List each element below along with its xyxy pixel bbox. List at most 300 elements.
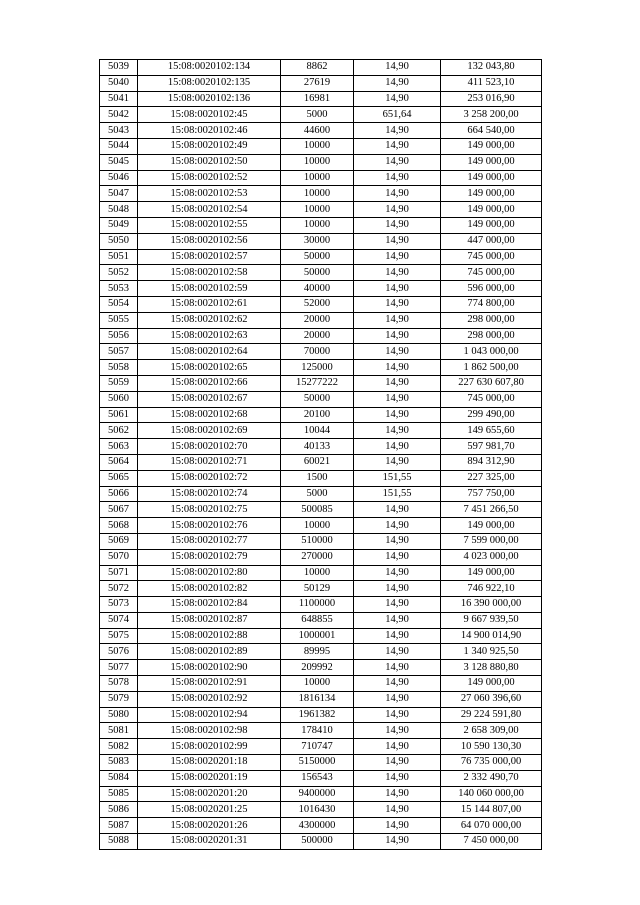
rate-cell: 14,90 <box>354 597 441 613</box>
table-row <box>100 786 542 802</box>
table-row <box>100 138 542 154</box>
value-cell: 745 000,00 <box>441 249 542 265</box>
cadastral-number-cell: 15:08:0020102:75 <box>138 502 281 518</box>
rate-cell: 14,90 <box>354 628 441 644</box>
cadastral-number-cell: 15:08:0020201:20 <box>138 786 281 802</box>
value-cell: 1 043 000,00 <box>441 344 542 360</box>
table-row <box>100 533 542 549</box>
table-row <box>100 123 542 139</box>
cadastral-number-cell: 15:08:0020102:45 <box>138 107 281 123</box>
area-cell: 30000 <box>281 233 354 249</box>
cadastral-number-cell: 15:08:0020201:25 <box>138 802 281 818</box>
table-row <box>100 581 542 597</box>
cadastral-number-cell: 15:08:0020102:94 <box>138 707 281 723</box>
value-cell: 1 862 500,00 <box>441 360 542 376</box>
area-cell: 710747 <box>281 739 354 755</box>
value-cell: 2 332 490,70 <box>441 770 542 786</box>
value-cell: 4 023 000,00 <box>441 549 542 565</box>
rate-cell: 14,90 <box>354 154 441 170</box>
value-cell: 76 735 000,00 <box>441 755 542 771</box>
area-cell: 20000 <box>281 312 354 328</box>
rate-cell: 14,90 <box>354 281 441 297</box>
table-row <box>100 486 542 502</box>
cadastral-number-cell: 15:08:0020102:76 <box>138 518 281 534</box>
area-cell: 10000 <box>281 565 354 581</box>
rate-cell: 14,90 <box>354 328 441 344</box>
table-row <box>100 344 542 360</box>
table-row <box>100 60 542 76</box>
row-number-cell: 5045 <box>100 154 138 170</box>
table-row <box>100 233 542 249</box>
rate-cell: 14,90 <box>354 581 441 597</box>
row-number-cell: 5065 <box>100 470 138 486</box>
row-number-cell: 5069 <box>100 533 138 549</box>
table-row <box>100 296 542 312</box>
area-cell: 1816134 <box>281 691 354 707</box>
table-row <box>100 707 542 723</box>
rate-cell: 14,90 <box>354 707 441 723</box>
cadastral-number-cell: 15:08:0020102:98 <box>138 723 281 739</box>
value-cell: 149 000,00 <box>441 676 542 692</box>
area-cell: 648855 <box>281 612 354 628</box>
row-number-cell: 5087 <box>100 818 138 834</box>
cadastral-number-cell: 15:08:0020102:53 <box>138 186 281 202</box>
row-number-cell: 5058 <box>100 360 138 376</box>
value-cell: 774 800,00 <box>441 296 542 312</box>
value-cell: 16 390 000,00 <box>441 597 542 613</box>
area-cell: 1961382 <box>281 707 354 723</box>
value-cell: 149 000,00 <box>441 202 542 218</box>
rate-cell: 14,90 <box>354 91 441 107</box>
cadastral-number-cell: 15:08:0020102:55 <box>138 217 281 233</box>
rate-cell: 14,90 <box>354 723 441 739</box>
cadastral-number-cell: 15:08:0020102:49 <box>138 138 281 154</box>
rate-cell: 14,90 <box>354 375 441 391</box>
cadastral-number-cell: 15:08:0020201:26 <box>138 818 281 834</box>
cadastral-number-cell: 15:08:0020102:82 <box>138 581 281 597</box>
area-cell: 40133 <box>281 439 354 455</box>
rate-cell: 14,90 <box>354 660 441 676</box>
table-row <box>100 660 542 676</box>
table-row <box>100 818 542 834</box>
row-number-cell: 5048 <box>100 202 138 218</box>
row-number-cell: 5040 <box>100 75 138 91</box>
area-cell: 1500 <box>281 470 354 486</box>
value-cell: 2 658 309,00 <box>441 723 542 739</box>
rate-cell: 14,90 <box>354 533 441 549</box>
cadastral-number-cell: 15:08:0020102:88 <box>138 628 281 644</box>
row-number-cell: 5071 <box>100 565 138 581</box>
cadastral-number-cell: 15:08:0020102:46 <box>138 123 281 139</box>
value-cell: 664 540,00 <box>441 123 542 139</box>
value-cell: 227 630 607,80 <box>441 375 542 391</box>
value-cell: 149 000,00 <box>441 186 542 202</box>
area-cell: 15277222 <box>281 375 354 391</box>
area-cell: 500085 <box>281 502 354 518</box>
value-cell: 894 312,90 <box>441 454 542 470</box>
rate-cell: 14,90 <box>354 265 441 281</box>
rate-cell: 14,90 <box>354 312 441 328</box>
table-row <box>100 312 542 328</box>
table-row <box>100 217 542 233</box>
area-cell: 50000 <box>281 265 354 281</box>
row-number-cell: 5064 <box>100 454 138 470</box>
area-cell: 52000 <box>281 296 354 312</box>
table-row <box>100 75 542 91</box>
area-cell: 70000 <box>281 344 354 360</box>
rate-cell: 14,90 <box>354 170 441 186</box>
table-row <box>100 612 542 628</box>
rate-cell: 14,90 <box>354 818 441 834</box>
cadastral-number-cell: 15:08:0020102:68 <box>138 407 281 423</box>
cadastral-number-cell: 15:08:0020102:65 <box>138 360 281 376</box>
rate-cell: 14,90 <box>354 186 441 202</box>
table-row <box>100 676 542 692</box>
area-cell: 10044 <box>281 423 354 439</box>
row-number-cell: 5042 <box>100 107 138 123</box>
value-cell: 149 000,00 <box>441 217 542 233</box>
row-number-cell: 5041 <box>100 91 138 107</box>
cadastral-number-cell: 15:08:0020102:54 <box>138 202 281 218</box>
rate-cell: 14,90 <box>354 770 441 786</box>
area-cell: 10000 <box>281 676 354 692</box>
rate-cell: 651,64 <box>354 107 441 123</box>
value-cell: 15 144 807,00 <box>441 802 542 818</box>
rate-cell: 14,90 <box>354 786 441 802</box>
row-number-cell: 5046 <box>100 170 138 186</box>
value-cell: 746 922,10 <box>441 581 542 597</box>
value-cell: 14 900 014,90 <box>441 628 542 644</box>
value-cell: 132 043,80 <box>441 60 542 76</box>
table-row <box>100 360 542 376</box>
cadastral-number-cell: 15:08:0020102:99 <box>138 739 281 755</box>
row-number-cell: 5082 <box>100 739 138 755</box>
table-row <box>100 802 542 818</box>
value-cell: 757 750,00 <box>441 486 542 502</box>
table-row <box>100 249 542 265</box>
row-number-cell: 5056 <box>100 328 138 344</box>
row-number-cell: 5086 <box>100 802 138 818</box>
area-cell: 60021 <box>281 454 354 470</box>
cadastral-number-cell: 15:08:0020102:80 <box>138 565 281 581</box>
row-number-cell: 5083 <box>100 755 138 771</box>
row-number-cell: 5053 <box>100 281 138 297</box>
value-cell: 149 000,00 <box>441 518 542 534</box>
value-cell: 149 000,00 <box>441 154 542 170</box>
row-number-cell: 5081 <box>100 723 138 739</box>
value-cell: 1 340 925,50 <box>441 644 542 660</box>
area-cell: 10000 <box>281 138 354 154</box>
rate-cell: 14,90 <box>354 233 441 249</box>
table-row <box>100 755 542 771</box>
area-cell: 16981 <box>281 91 354 107</box>
area-cell: 40000 <box>281 281 354 297</box>
value-cell: 411 523,10 <box>441 75 542 91</box>
area-cell: 44600 <box>281 123 354 139</box>
table-row <box>100 202 542 218</box>
cadastral-number-cell: 15:08:0020102:136 <box>138 91 281 107</box>
rate-cell: 151,55 <box>354 486 441 502</box>
cadastral-number-cell: 15:08:0020102:66 <box>138 375 281 391</box>
area-cell: 1100000 <box>281 597 354 613</box>
table-row <box>100 328 542 344</box>
area-cell: 10000 <box>281 170 354 186</box>
cadastral-number-cell: 15:08:0020102:135 <box>138 75 281 91</box>
value-cell: 3 258 200,00 <box>441 107 542 123</box>
row-number-cell: 5076 <box>100 644 138 660</box>
table-row <box>100 154 542 170</box>
rate-cell: 14,90 <box>354 739 441 755</box>
area-cell: 125000 <box>281 360 354 376</box>
row-number-cell: 5061 <box>100 407 138 423</box>
area-cell: 20000 <box>281 328 354 344</box>
value-cell: 149 000,00 <box>441 565 542 581</box>
cadastral-number-cell: 15:08:0020102:58 <box>138 265 281 281</box>
table-row <box>100 170 542 186</box>
table-row <box>100 565 542 581</box>
value-cell: 149 655,60 <box>441 423 542 439</box>
cadastral-number-cell: 15:08:0020102:67 <box>138 391 281 407</box>
rate-cell: 14,90 <box>354 249 441 265</box>
area-cell: 10000 <box>281 202 354 218</box>
cadastral-number-cell: 15:08:0020102:62 <box>138 312 281 328</box>
table-row <box>100 107 542 123</box>
table-row <box>100 470 542 486</box>
cadastral-number-cell: 15:08:0020102:71 <box>138 454 281 470</box>
table-row <box>100 439 542 455</box>
area-cell: 50000 <box>281 391 354 407</box>
rate-cell: 14,90 <box>354 518 441 534</box>
value-cell: 298 000,00 <box>441 328 542 344</box>
value-cell: 27 060 396,60 <box>441 691 542 707</box>
row-number-cell: 5062 <box>100 423 138 439</box>
rate-cell: 14,90 <box>354 502 441 518</box>
cadastral-number-cell: 15:08:0020102:72 <box>138 470 281 486</box>
cadastral-number-cell: 15:08:0020102:90 <box>138 660 281 676</box>
area-cell: 10000 <box>281 518 354 534</box>
row-number-cell: 5049 <box>100 217 138 233</box>
rate-cell: 14,90 <box>354 344 441 360</box>
value-cell: 7 599 000,00 <box>441 533 542 549</box>
table-row <box>100 375 542 391</box>
area-cell: 209992 <box>281 660 354 676</box>
value-cell: 3 128 880,80 <box>441 660 542 676</box>
area-cell: 1016430 <box>281 802 354 818</box>
rate-cell: 14,90 <box>354 549 441 565</box>
row-number-cell: 5050 <box>100 233 138 249</box>
rate-cell: 14,90 <box>354 454 441 470</box>
cadastral-number-cell: 15:08:0020102:50 <box>138 154 281 170</box>
table-row <box>100 597 542 613</box>
rate-cell: 14,90 <box>354 123 441 139</box>
rate-cell: 14,90 <box>354 138 441 154</box>
row-number-cell: 5088 <box>100 834 138 850</box>
row-number-cell: 5073 <box>100 597 138 613</box>
row-number-cell: 5080 <box>100 707 138 723</box>
table-row <box>100 281 542 297</box>
row-number-cell: 5047 <box>100 186 138 202</box>
table-row <box>100 91 542 107</box>
value-cell: 447 000,00 <box>441 233 542 249</box>
row-number-cell: 5072 <box>100 581 138 597</box>
cadastral-value-table <box>99 59 542 850</box>
area-cell: 8862 <box>281 60 354 76</box>
rate-cell: 14,90 <box>354 439 441 455</box>
rate-cell: 14,90 <box>354 60 441 76</box>
value-cell: 10 590 130,30 <box>441 739 542 755</box>
rate-cell: 14,90 <box>354 834 441 850</box>
rate-cell: 14,90 <box>354 360 441 376</box>
row-number-cell: 5078 <box>100 676 138 692</box>
table-row <box>100 691 542 707</box>
area-cell: 50000 <box>281 249 354 265</box>
cadastral-number-cell: 15:08:0020102:77 <box>138 533 281 549</box>
row-number-cell: 5066 <box>100 486 138 502</box>
area-cell: 27619 <box>281 75 354 91</box>
area-cell: 5000 <box>281 107 354 123</box>
cadastral-number-cell: 15:08:0020102:59 <box>138 281 281 297</box>
value-cell: 253 016,90 <box>441 91 542 107</box>
row-number-cell: 5084 <box>100 770 138 786</box>
cadastral-number-cell: 15:08:0020102:64 <box>138 344 281 360</box>
row-number-cell: 5085 <box>100 786 138 802</box>
cadastral-number-cell: 15:08:0020102:79 <box>138 549 281 565</box>
area-cell: 89995 <box>281 644 354 660</box>
row-number-cell: 5054 <box>100 296 138 312</box>
rate-cell: 14,90 <box>354 565 441 581</box>
cadastral-number-cell: 15:08:0020102:69 <box>138 423 281 439</box>
table-row <box>100 518 542 534</box>
row-number-cell: 5043 <box>100 123 138 139</box>
area-cell: 156543 <box>281 770 354 786</box>
cadastral-number-cell: 15:08:0020102:84 <box>138 597 281 613</box>
rate-cell: 14,90 <box>354 691 441 707</box>
row-number-cell: 5070 <box>100 549 138 565</box>
row-number-cell: 5075 <box>100 628 138 644</box>
cadastral-number-cell: 15:08:0020102:52 <box>138 170 281 186</box>
row-number-cell: 5039 <box>100 60 138 76</box>
value-cell: 298 000,00 <box>441 312 542 328</box>
table-row <box>100 502 542 518</box>
value-cell: 7 451 266,50 <box>441 502 542 518</box>
cadastral-number-cell: 15:08:0020102:92 <box>138 691 281 707</box>
cadastral-number-cell: 15:08:0020102:70 <box>138 439 281 455</box>
value-cell: 299 490,00 <box>441 407 542 423</box>
row-number-cell: 5051 <box>100 249 138 265</box>
row-number-cell: 5067 <box>100 502 138 518</box>
area-cell: 178410 <box>281 723 354 739</box>
value-cell: 596 000,00 <box>441 281 542 297</box>
rate-cell: 14,90 <box>354 676 441 692</box>
rate-cell: 14,90 <box>354 407 441 423</box>
area-cell: 10000 <box>281 186 354 202</box>
area-cell: 5150000 <box>281 755 354 771</box>
rate-cell: 14,90 <box>354 296 441 312</box>
rate-cell: 151,55 <box>354 470 441 486</box>
row-number-cell: 5055 <box>100 312 138 328</box>
value-cell: 597 981,70 <box>441 439 542 455</box>
row-number-cell: 5052 <box>100 265 138 281</box>
table-row <box>100 723 542 739</box>
value-cell: 745 000,00 <box>441 265 542 281</box>
rate-cell: 14,90 <box>354 75 441 91</box>
row-number-cell: 5068 <box>100 518 138 534</box>
area-cell: 5000 <box>281 486 354 502</box>
table-row <box>100 834 542 850</box>
area-cell: 270000 <box>281 549 354 565</box>
cadastral-number-cell: 15:08:0020102:63 <box>138 328 281 344</box>
area-cell: 10000 <box>281 217 354 233</box>
cadastral-number-cell: 15:08:0020102:87 <box>138 612 281 628</box>
table-row <box>100 454 542 470</box>
table-row <box>100 644 542 660</box>
row-number-cell: 5077 <box>100 660 138 676</box>
rate-cell: 14,90 <box>354 644 441 660</box>
area-cell: 10000 <box>281 154 354 170</box>
row-number-cell: 5074 <box>100 612 138 628</box>
area-cell: 4300000 <box>281 818 354 834</box>
rate-cell: 14,90 <box>354 423 441 439</box>
table-row <box>100 265 542 281</box>
area-cell: 500000 <box>281 834 354 850</box>
cadastral-number-cell: 15:08:0020102:61 <box>138 296 281 312</box>
value-cell: 149 000,00 <box>441 138 542 154</box>
row-number-cell: 5079 <box>100 691 138 707</box>
cadastral-number-cell: 15:08:0020102:134 <box>138 60 281 76</box>
rate-cell: 14,90 <box>354 391 441 407</box>
area-cell: 1000001 <box>281 628 354 644</box>
rate-cell: 14,90 <box>354 202 441 218</box>
cadastral-number-cell: 15:08:0020201:19 <box>138 770 281 786</box>
cadastral-number-cell: 15:08:0020102:56 <box>138 233 281 249</box>
table-body <box>100 60 542 850</box>
value-cell: 9 667 939,50 <box>441 612 542 628</box>
table-row <box>100 423 542 439</box>
value-cell: 7 450 000,00 <box>441 834 542 850</box>
cadastral-number-cell: 15:08:0020102:89 <box>138 644 281 660</box>
cadastral-number-cell: 15:08:0020102:74 <box>138 486 281 502</box>
table-row <box>100 186 542 202</box>
area-cell: 9400000 <box>281 786 354 802</box>
table-row <box>100 391 542 407</box>
value-cell: 227 325,00 <box>441 470 542 486</box>
rate-cell: 14,90 <box>354 802 441 818</box>
value-cell: 149 000,00 <box>441 170 542 186</box>
area-cell: 20100 <box>281 407 354 423</box>
cadastral-number-cell: 15:08:0020102:57 <box>138 249 281 265</box>
cadastral-number-cell: 15:08:0020201:31 <box>138 834 281 850</box>
cadastral-number-cell: 15:08:0020102:91 <box>138 676 281 692</box>
value-cell: 745 000,00 <box>441 391 542 407</box>
value-cell: 140 060 000,00 <box>441 786 542 802</box>
rate-cell: 14,90 <box>354 217 441 233</box>
area-cell: 510000 <box>281 533 354 549</box>
rate-cell: 14,90 <box>354 755 441 771</box>
row-number-cell: 5057 <box>100 344 138 360</box>
value-cell: 64 070 000,00 <box>441 818 542 834</box>
table-row <box>100 407 542 423</box>
rate-cell: 14,90 <box>354 612 441 628</box>
row-number-cell: 5060 <box>100 391 138 407</box>
cadastral-number-cell: 15:08:0020201:18 <box>138 755 281 771</box>
table-row <box>100 549 542 565</box>
row-number-cell: 5063 <box>100 439 138 455</box>
row-number-cell: 5059 <box>100 375 138 391</box>
row-number-cell: 5044 <box>100 138 138 154</box>
table-row <box>100 739 542 755</box>
table-row <box>100 628 542 644</box>
value-cell: 29 224 591,80 <box>441 707 542 723</box>
